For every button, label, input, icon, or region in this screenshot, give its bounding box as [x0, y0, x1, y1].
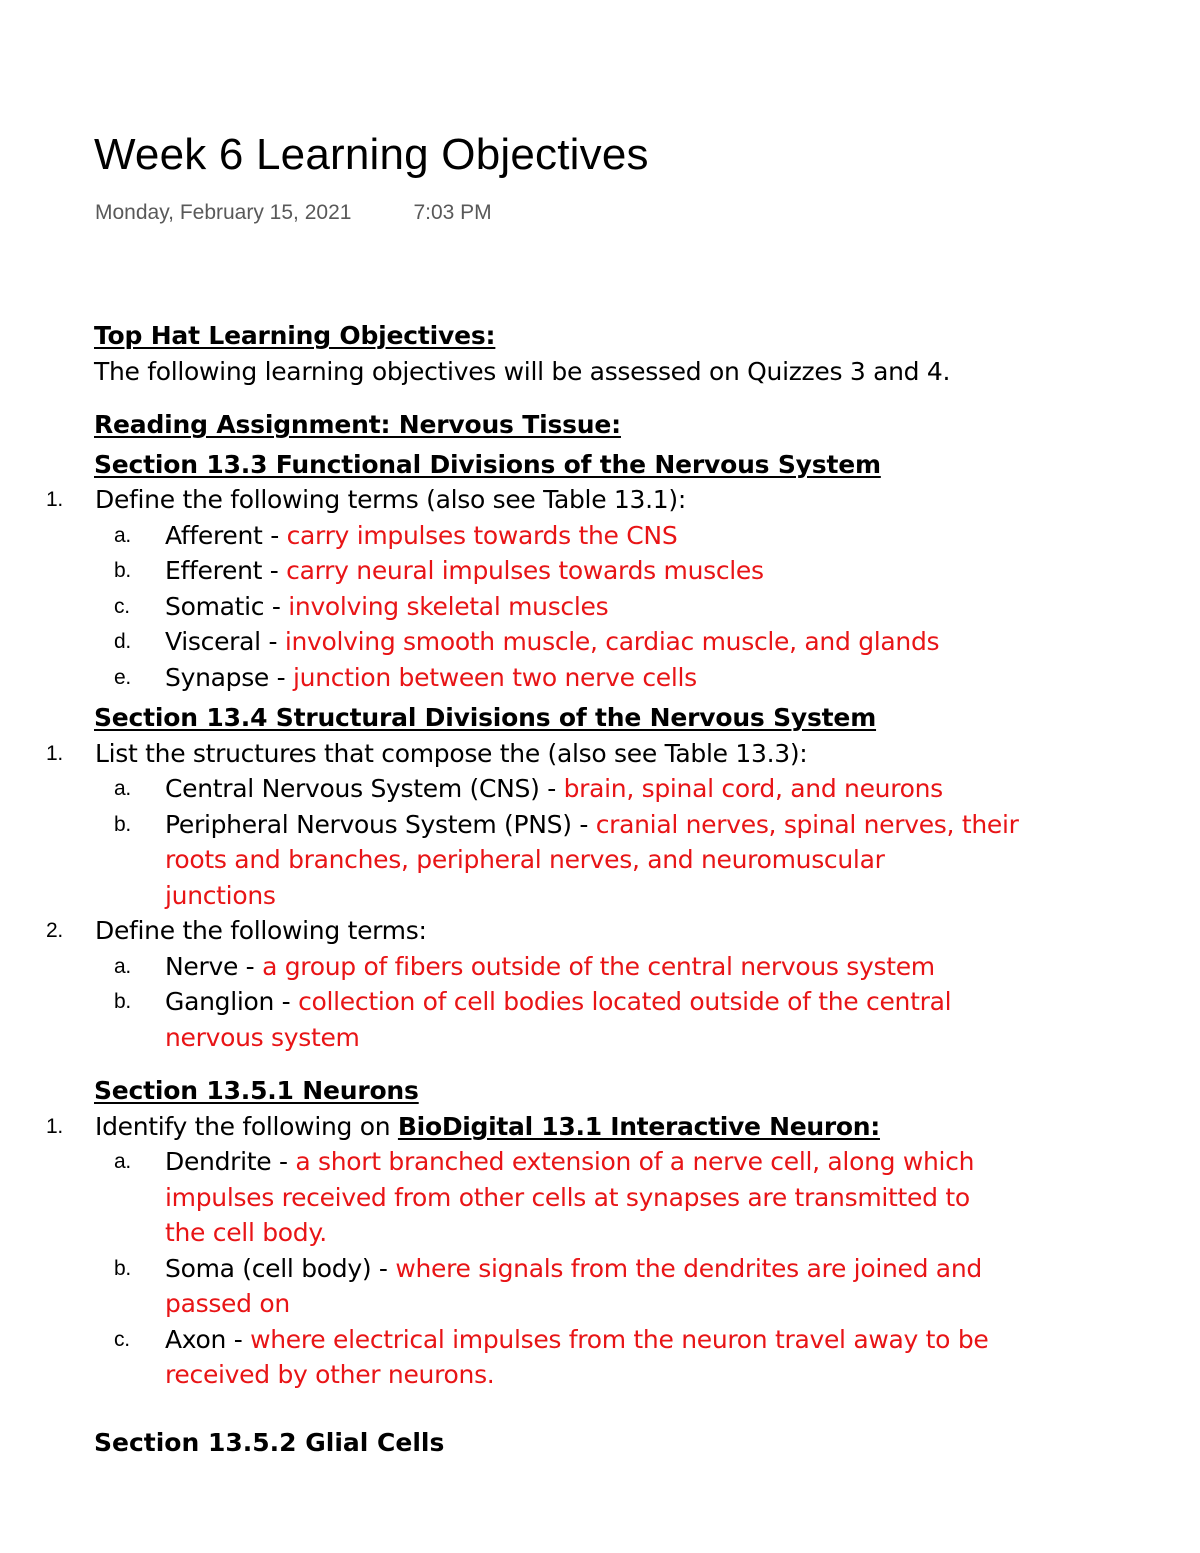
- sub-letter: c.: [114, 1327, 130, 1351]
- sub-item: [0, 1144, 1200, 1180]
- biodigital-link[interactable]: BioDigital 13.1 Interactive Neuron:: [397, 1111, 880, 1141]
- item-text: Define the following terms:: [95, 916, 427, 945]
- list-item: [0, 482, 1200, 518]
- sub-item: [0, 949, 1200, 985]
- sub-letter: e.: [114, 665, 131, 689]
- sub-answer: involving smooth muscle, cardiac muscle, and glands: [284, 627, 940, 656]
- sub-answer: junction between two nerve cells: [293, 662, 697, 692]
- sub-answer-continued: the cell body.: [165, 1218, 327, 1247]
- sub-item: [0, 984, 1200, 1020]
- sub-letter: b.: [114, 812, 131, 836]
- sub-item: [0, 771, 1200, 807]
- section-13-4-heading: Section 13.4 Structural Divisions of the Nervous System: [94, 703, 877, 732]
- item-text: List the structures that compose the (also see Table 13.3):: [95, 738, 808, 768]
- sub-answer: collection of cell bodies located outside of the central: [298, 987, 952, 1016]
- sub-answer: where electrical impulses from the neuron travel away to be: [250, 1324, 989, 1354]
- sub-answer: brain, spinal cord, and neurons: [563, 774, 943, 803]
- sub-letter: a.: [114, 1150, 131, 1173]
- sub-letter: b.: [114, 990, 131, 1013]
- page-title: Week 6 Learning Objectives: [94, 130, 649, 179]
- reading-heading: Reading Assignment: Nervous Tissue:: [94, 410, 621, 439]
- item-number: 2.: [46, 919, 63, 942]
- cut-heading-text: Section 13.5.2 Glial Cells: [94, 1428, 445, 1457]
- item-text: Define the following terms (also see Table 13.1):: [95, 485, 686, 514]
- sub-answer-continued: passed on: [165, 1289, 290, 1318]
- sub-term: Synapse -: [165, 662, 294, 692]
- sub-answer-continued: roots and branches, peripheral nerves, and neuromuscular: [165, 845, 885, 874]
- sub-letter: a.: [114, 523, 131, 547]
- sub-term: Afferent -: [165, 520, 287, 550]
- sub-item: [0, 589, 1200, 625]
- sub-answer: carry neural impulses towards muscles: [286, 556, 764, 585]
- list-item: [0, 1109, 1200, 1145]
- section-13-3-heading: Section 13.3 Functional Divisions of the Nervous System: [94, 449, 881, 479]
- sub-letter: a.: [114, 954, 131, 978]
- sub-answer-continued: nervous system: [165, 1022, 360, 1052]
- page-date: Monday, February 15, 2021: [95, 201, 352, 224]
- sub-item: [0, 518, 1200, 554]
- intro-text: The following learning objectives will be assessed on Quizzes 3 and 4.: [94, 356, 951, 386]
- sub-letter: c.: [114, 594, 130, 618]
- sub-letter: d.: [114, 630, 131, 653]
- item-number: 1.: [46, 741, 63, 765]
- sub-answer: involving skeletal muscles: [288, 591, 609, 621]
- sub-term: Visceral -: [165, 627, 285, 656]
- sub-term: Ganglion -: [165, 987, 299, 1016]
- item-text: Identify the following on: [95, 1111, 398, 1141]
- intro-heading: Top Hat Learning Objectives:: [94, 321, 496, 350]
- sub-term: Axon -: [165, 1324, 251, 1354]
- item-number: 1.: [46, 1114, 63, 1138]
- document-body: [0, 318, 1200, 1393]
- sub-item: [0, 660, 1200, 696]
- sub-term: Nerve -: [165, 951, 263, 981]
- sub-term: Dendrite -: [165, 1147, 296, 1176]
- sub-term: Peripheral Nervous System (PNS) -: [165, 809, 596, 839]
- sub-item: [0, 553, 1200, 589]
- sub-answer: carry impulses towards the CNS: [286, 520, 678, 550]
- sub-term: Central Nervous System (CNS) -: [165, 774, 564, 803]
- sub-answer: where signals from the dendrites are joined and: [395, 1253, 982, 1283]
- list-item: [0, 736, 1200, 772]
- list-item: [0, 913, 1200, 949]
- sub-term: Somatic -: [165, 591, 289, 621]
- sub-letter: b.: [114, 559, 131, 582]
- sub-term: Soma (cell body) -: [165, 1253, 396, 1283]
- sub-answer-continued: received by other neurons.: [165, 1360, 495, 1389]
- sub-letter: b.: [114, 1256, 131, 1280]
- sub-item: [0, 624, 1200, 660]
- sub-item: [0, 1251, 1200, 1287]
- sub-answer: a group of fibers outside of the central nervous system: [262, 951, 935, 981]
- page-time: 7:03 PM: [413, 201, 492, 224]
- section-13-5-1-heading: Section 13.5.1 Neurons: [94, 1076, 419, 1105]
- section-13-5-2-heading-cut: [94, 1425, 445, 1457]
- sub-answer: a short branched extension of a nerve cell, along which: [295, 1147, 975, 1176]
- page-meta: [95, 201, 492, 225]
- sub-item: [0, 807, 1200, 843]
- sub-term: Efferent -: [165, 556, 287, 585]
- sub-answer-continued: junctions: [165, 880, 276, 910]
- sub-letter: a.: [114, 777, 131, 800]
- sub-answer: cranial nerves, spinal nerves, their: [595, 809, 1019, 839]
- sub-item: [0, 1322, 1200, 1358]
- item-number: 1.: [46, 488, 63, 511]
- sub-answer-continued: impulses received from other cells at synapses are transmitted to: [165, 1182, 970, 1212]
